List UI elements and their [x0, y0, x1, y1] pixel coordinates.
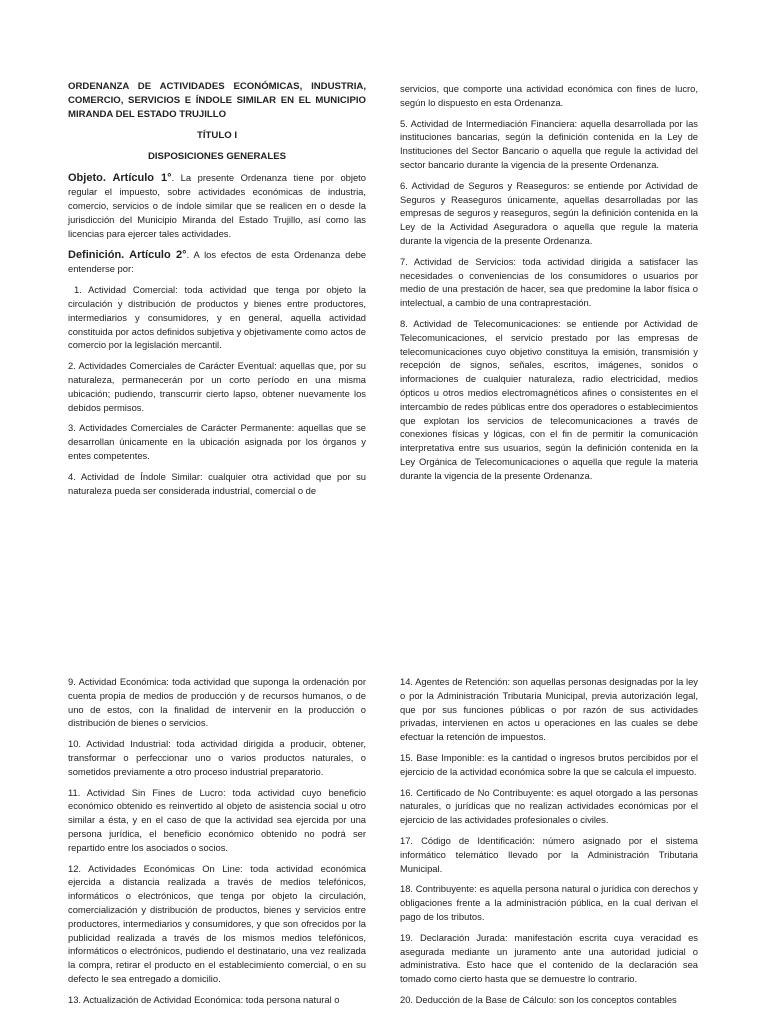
definition-item: 11. Actividad Sin Fines de Lucro: toda actividad cuyo beneficio económico obtenido es reinvertido al objeto de asistencia social u otro similar a ésta, y en el caso de que la actividad sea ejercida por una persona jurídica, el beneficio económico obtenido no podrá ser repartido entre los asociados o socios. — [68, 786, 366, 853]
definition-item: 12. Actividades Económicas On Line: toda actividad económica ejercida a distancia realizada a través de medios telefónicos, informáticos o electrónicos, que tenga por objeto la circulación, comercialización y distribución de productos, bienes y servicios entre productores, intermediarios y consumidores, y que son ofrecidos por la publicidad realizada a través de los mismos medios telefónicos, informáticos o electrónicos, pudiendo el destinatario, una vez realizada la compra, retirar el producto en el establecimiento comercial, o en su defecto le sea entregado a domicilio. — [68, 862, 366, 984]
definition-item: 16. Certificado de No Contribuyente: es aquel otorgado a las personas naturales, o jurídicas que no realizan actividades económicas por el ejercicio de las actividades profesionales o civiles. — [400, 786, 698, 826]
definition-item: 18. Contribuyente: es aquella persona natural o jurídica con derechos y obligaciones frente a la administración pública, en la cual derivan el pago de los tributos. — [400, 883, 698, 922]
definition-item: 4. Actividad de Índole Similar: cualquier otra actividad que por su naturaleza pueda ser considerada industrial, comercial o de — [68, 470, 366, 496]
document-title: ORDENANZA DE ACTIVIDADES ECONÓMICAS, INDUSTRIA, COMERCIO, SERVICIOS E ÍNDOLE SIMILAR EN EL MUNICIPIO MIRANDA DEL ESTADO TRUJILLO — [68, 81, 366, 120]
page2-right-column — [400, 675, 698, 1014]
definition-item: 1. Actividad Comercial: toda actividad que tenga por objeto la circulación y distribución de productos y bienes entre productores, intermediarios y consumidores, y en general, aquella actividad constituida por actos definidos subjetiva y objetivamente como actos de comercio por la legislación mercantil. — [68, 284, 366, 351]
definition-item: 19. Declaración Jurada: manifestación escrita cuya veracidad es asegurada mediante un juramento ante una autoridad judicial o administrativa. Esto hace que el contenido de la declaración sea tomado como cierto hasta que se demuestre lo contrario. — [400, 931, 698, 985]
definition-item: 13. Actualización de Actividad Económica: toda persona natural o — [68, 993, 340, 1005]
page2-left-column — [68, 675, 366, 1014]
definition-item: 10. Actividad Industrial: toda actividad dirigida a producir, obtener, transformar o perfeccionar uno o varios productos naturales, o sometidos previamente a otro proceso industrial preparatorio. — [68, 738, 366, 777]
article-1-lead: Objeto. Artículo 1° — [68, 171, 172, 184]
page1-left-column — [68, 80, 366, 504]
definition-item: 7. Actividad de Servicios: toda actividad dirigida a satisfacer las necesidades o conveniencias de los consumidores o usuarios por medio de una prestación de hacer, sea que predomine la labor física o intelectual, a cambio de una contraprestación. — [400, 255, 698, 309]
article-2-text: . A los efectos de esta Ordenanza debe entenderse por: — [68, 248, 366, 275]
article-2-lead: Definición. Artículo 2° — [68, 248, 187, 261]
definition-item: 5. Actividad de Intermediación Financiera: aquella desarrollada por las instituciones bancarias, según la definición contenida en la Ley de Instituciones del Sector Bancario o aquella que regule la actividad del sector bancario durante la vigencia de la presente Ordenanza. — [400, 117, 698, 170]
definition-item: 6. Actividad de Seguros y Reaseguros: se entiende por Actividad de Seguros y Reaseguros únicamente, aquellas desarrolladas por las empresas de seguros y reaseguros, según la definición contenida en la Ley de la Actividad Aseguradora o aquella que regule la materia durante la vigencia de la presente Ordenanza. — [400, 179, 698, 246]
section-heading: DISPOSICIONES GENERALES — [147, 150, 287, 162]
title-heading: TÍTULO I — [197, 130, 237, 141]
article-1-text: . La presente Ordenanza tiene por objeto regular el impuesto, sobre actividades económicas de industria, comercio, servicios o de índole similar que se realicen en o desde la jurisdicción del Municipio Miranda del Estado Trujillo, así como las licencias para ejercer tales actividades. — [68, 171, 366, 239]
article-1 — [68, 171, 366, 241]
page1-right-column — [400, 82, 698, 490]
definition-item: 9. Actividad Económica: toda actividad que suponga la ordenación por cuenta propia de medios de producción y de recursos humanos, o de uno de estos, con la finalidad de intervenir en la producción o distribución de bienes o servicios. — [68, 676, 366, 729]
definition-item: 2. Actividades Comerciales de Carácter Eventual: aquellas que, por su naturaleza, permanecerán por un corto período en una misma ubicación; pudiendo, transcurrir cierto lapso, obtener nuevamente los debidos permisos. — [68, 360, 366, 413]
definition-item: 14. Agentes de Retención: son aquellas personas designadas por la ley o por la Administración Tributaria Municipal, previa autorización legal, que por sus funciones públicas o por razón de sus actividades privadas, intervienen en actos u operaciones en las cuales se debe efectuar la retención de impuestos. — [400, 676, 698, 743]
document-page-2 — [0, 664, 768, 1024]
definition-item: servicios, que comporte una actividad económica con fines de lucro, según lo dispuesto en esta Ordenanza. — [400, 83, 698, 108]
definition-item: 20. Deducción de la Base de Cálculo: son los conceptos contables — [400, 993, 677, 1005]
definition-item: 15. Base Imponible: es la cantidad o ingresos brutos percibidos por el ejercicio de la actividad económica sobre la que se calcula el impuesto. — [400, 751, 698, 777]
definition-item: 3. Actividades Comerciales de Carácter Permanente: aquellas que se desarrollan únicamente en la ubicación asignada por los órganos y entes competentes. — [68, 422, 366, 461]
definition-item: 17. Código de Identificación: número asignado por el sistema informático telemático llevado por la Administración Tributaria Municipal. — [400, 834, 698, 874]
article-2 — [68, 248, 366, 277]
definition-item: 8. Actividad de Telecomunicaciones: se entiende por Actividad de Telecomunicaciones, el servicio prestado por las empresas de telecomunicaciones cuyo objetivo constituya la emisión, transmisión y recepción de signos, señales, escritos, imágenes, sonidos o informaciones de cualquier naturaleza, radio electricidad, medios ópticos u otros medios electromagnéticos afines o consistentes en el intercambio de redes públicas entre dos operadores o establecimientos que explotan los servicios de telecomunicaciones a través de conexiones físicas y lógicas, con el fin de permitir la comunicación interpretativa entre sus usuarios, según la definición contenida en la Ley Orgánica de Telecomunicaciones o aquella que regule la materia durante la vigencia de la presente Ordenanza. — [400, 317, 698, 481]
